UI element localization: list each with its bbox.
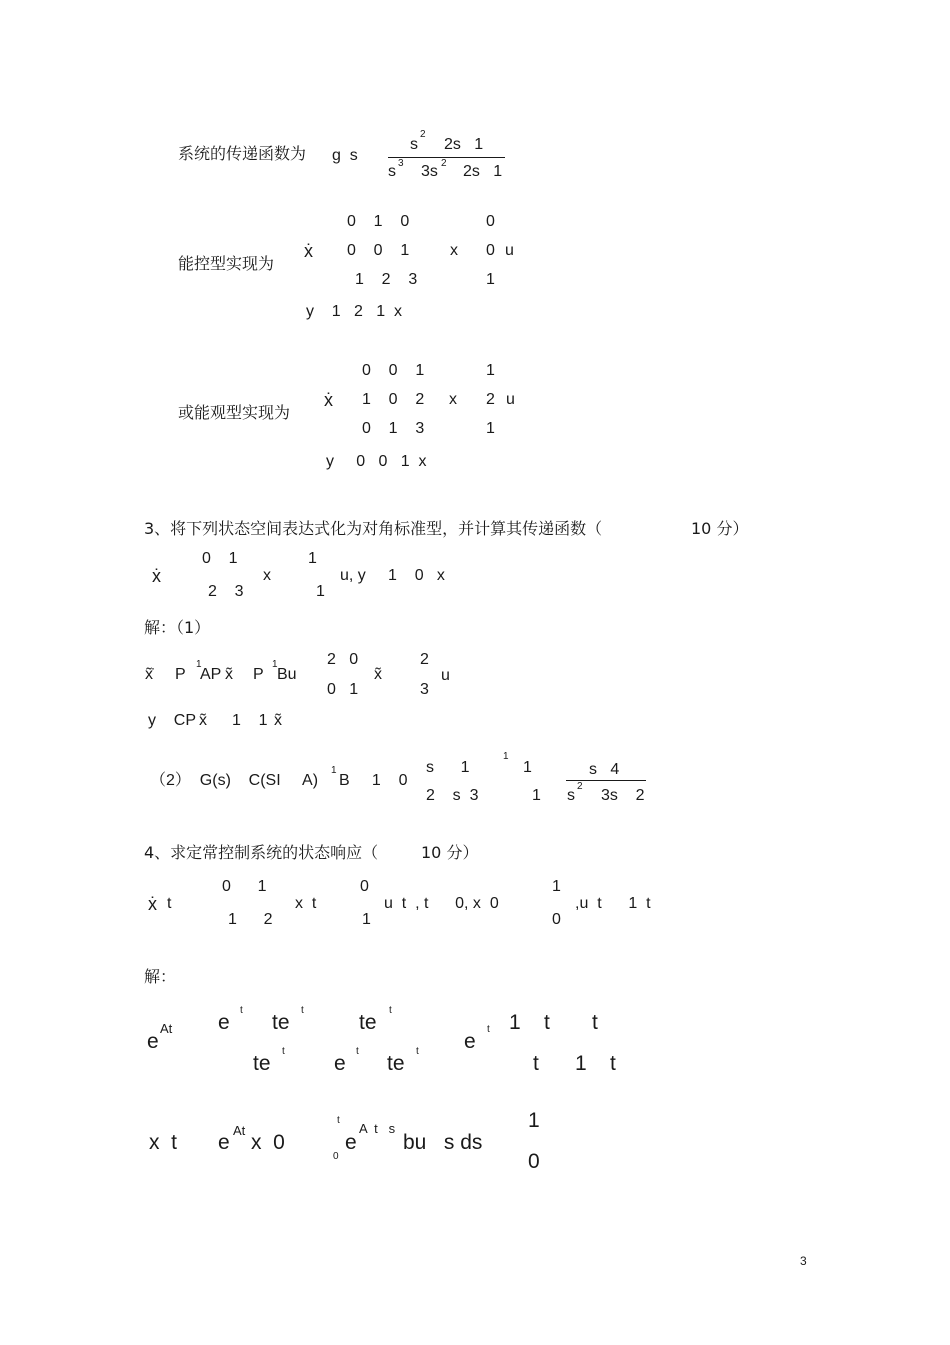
- sol4-integrand: bu s ds: [403, 1131, 483, 1154]
- sol3-g-num: s 4: [589, 761, 620, 778]
- ctrl-b2: 0: [486, 242, 495, 259]
- sol4-r22: 1 t: [575, 1052, 616, 1075]
- sol3-c2: 1: [532, 787, 541, 804]
- q3-b1: 1: [308, 550, 317, 567]
- q3-a-row1: 0 1: [202, 550, 238, 567]
- tf-num-s: s: [410, 136, 418, 153]
- sol4-int-upper: t: [337, 1115, 340, 1126]
- sol4-v2: 0: [528, 1150, 540, 1173]
- sol3-u: u: [441, 667, 450, 684]
- ctrl-u: u: [505, 242, 514, 259]
- sol4-v1: 1: [528, 1109, 540, 1132]
- q4-b1: 0: [360, 878, 369, 895]
- q3-xdot: ẋ: [152, 566, 161, 586]
- sol3-g-den-s: s: [567, 787, 575, 804]
- sol4-m11: e: [218, 1011, 230, 1034]
- sol4-e: e: [218, 1131, 230, 1154]
- sol4-m11-sup: t: [240, 1005, 243, 1016]
- sol3-xbar4: x̃: [199, 712, 207, 729]
- obs-b2: 2: [486, 391, 495, 408]
- sol3-P2: P: [253, 666, 264, 683]
- tf-lhs: g s: [332, 147, 358, 164]
- q4-c2: 0: [552, 911, 561, 928]
- sol4-m12: te: [272, 1011, 290, 1034]
- sol3-part2-B: B 1 0: [339, 772, 408, 789]
- q3-tail: u, y 1 0 x: [340, 567, 445, 584]
- tf-num-rest: 2s 1: [444, 136, 484, 153]
- sol4-r11: 1 t: [509, 1011, 550, 1034]
- obs-b3: 1: [486, 420, 495, 437]
- sol3-res-row2: 2 s 3: [426, 787, 479, 804]
- ctrl-label: 能控型实现为: [178, 254, 275, 273]
- q4-b2: 1: [362, 911, 371, 928]
- sol3-xbar5: x̃: [274, 712, 282, 729]
- sol3-output-vec: 1 1: [232, 712, 268, 729]
- tf-den-exp1: 3: [398, 158, 404, 169]
- q4-title: 4、求定常控制系统的状态响应（: [144, 843, 379, 862]
- sol3-output: y CP: [148, 712, 197, 729]
- q4-lhs-t: t: [167, 895, 172, 912]
- q4-tail: ,u t 1 t: [575, 895, 651, 912]
- ctrl-xdot: ẋ: [304, 241, 313, 261]
- tf-den-exp2: 2: [441, 158, 447, 169]
- obs-a-row2: 1 0 2: [362, 391, 425, 408]
- sol3-part2: （2） G(s) C(SI A): [150, 772, 319, 789]
- tf-num-exp: 2: [420, 129, 426, 140]
- sol3-P-inv: 1: [196, 659, 202, 670]
- sol3-v1: 2: [420, 651, 429, 668]
- sol4-m12-sup: t: [301, 1005, 304, 1016]
- sol4-m13: te: [359, 1011, 377, 1034]
- sol4-e2-sup: A t s: [359, 1121, 396, 1136]
- ctrl-a-row3: 1 2 3: [355, 271, 418, 288]
- sol4-eAt-sup: At: [160, 1021, 173, 1036]
- q4-a-row1: 0 1: [222, 878, 267, 895]
- sol4-m21: te: [253, 1052, 271, 1075]
- ctrl-x: x: [450, 242, 458, 259]
- sol4-xt: x t: [149, 1131, 178, 1154]
- tf-label: 系统的传递函数为: [178, 144, 307, 163]
- sol3-Bu: Bu: [277, 666, 297, 683]
- sol4-m22: e: [334, 1052, 346, 1075]
- sol4-m23: te: [387, 1052, 405, 1075]
- sol3-res-row1: s 1: [426, 759, 470, 776]
- obs-a-row3: 0 1 3: [362, 420, 425, 437]
- sol4-e-sup: At: [233, 1123, 246, 1138]
- sol4-r12: t: [592, 1011, 598, 1034]
- sol3-g-den-rest: 3s 2: [601, 787, 645, 804]
- sol3-head: 解：（1）: [144, 618, 211, 637]
- sol3-part2-inv: 1: [331, 765, 337, 776]
- q3-x: x: [263, 567, 271, 584]
- sol4-x0: x 0: [251, 1131, 285, 1154]
- obs-xdot: ẋ: [324, 390, 333, 410]
- sol3-P2-inv: 1: [272, 659, 278, 670]
- q3-b2: 1: [316, 583, 325, 600]
- q4-xt: x t: [295, 895, 317, 912]
- sol4-e2: e: [345, 1131, 357, 1154]
- sol3-c1: 1: [523, 759, 532, 776]
- sol4-factor-e: e: [464, 1030, 476, 1053]
- ctrl-b1: 0: [486, 213, 495, 230]
- q3-score: 10 分）: [691, 519, 749, 538]
- q3-a-row2: 2 3: [208, 583, 244, 600]
- obs-b1: 1: [486, 362, 495, 379]
- sol3-AP: AP: [200, 666, 222, 683]
- q4-xdot: ẋ: [148, 894, 157, 914]
- sol3-xbar: x̃̇: [145, 666, 153, 683]
- sol4-m21-sup: t: [282, 1046, 285, 1057]
- ctrl-output-eq: y 1 2 1 x: [306, 303, 403, 320]
- tf-den-3s: 3s: [421, 163, 438, 180]
- sol3-diag-row2: 0 1: [327, 681, 359, 698]
- ctrl-a-row2: 0 0 1: [347, 242, 410, 259]
- obs-output-eq: y 0 0 1 x: [326, 453, 427, 470]
- sol4-r21: t: [533, 1052, 539, 1075]
- obs-label: 或能观型实现为: [178, 403, 291, 422]
- obs-u: u: [506, 391, 515, 408]
- sol3-xbar3: x̃: [374, 666, 382, 683]
- ctrl-b3: 1: [486, 271, 495, 288]
- q4-mid: u t , t 0, x 0: [384, 895, 499, 912]
- sol4-head: 解：: [144, 967, 177, 986]
- page-number: 3: [800, 1254, 807, 1268]
- sol4-int-lower: 0: [333, 1151, 339, 1162]
- sol3-v2: 3: [420, 681, 429, 698]
- q3-title: 3、将下列状态空间表达式化为对角标准型，并计算其传递函数（: [144, 519, 603, 538]
- sol4-m13-sup: t: [389, 1005, 392, 1016]
- tf-den-rest: 2s 1: [463, 163, 503, 180]
- sol4-factor-e-sup: t: [487, 1024, 490, 1035]
- sol3-res-inv: 1: [503, 751, 509, 762]
- obs-a-row1: 0 0 1: [362, 362, 425, 379]
- sol4-eAt: e: [147, 1030, 159, 1053]
- q4-a-row2: 1 2: [228, 911, 273, 928]
- sol4-m22-sup: t: [356, 1046, 359, 1057]
- ctrl-a-row1: 0 1 0: [347, 213, 410, 230]
- sol3-g-den-exp: 2: [577, 781, 583, 792]
- sol3-P: P: [175, 666, 186, 683]
- obs-x: x: [449, 391, 457, 408]
- sol4-m23-sup: t: [416, 1046, 419, 1057]
- sol3-diag-row1: 2 0: [327, 651, 359, 668]
- q4-score: 10 分）: [421, 843, 479, 862]
- sol3-xbar2: x̃: [225, 666, 233, 683]
- tf-den-s: s: [388, 163, 396, 180]
- q4-c1: 1: [552, 878, 561, 895]
